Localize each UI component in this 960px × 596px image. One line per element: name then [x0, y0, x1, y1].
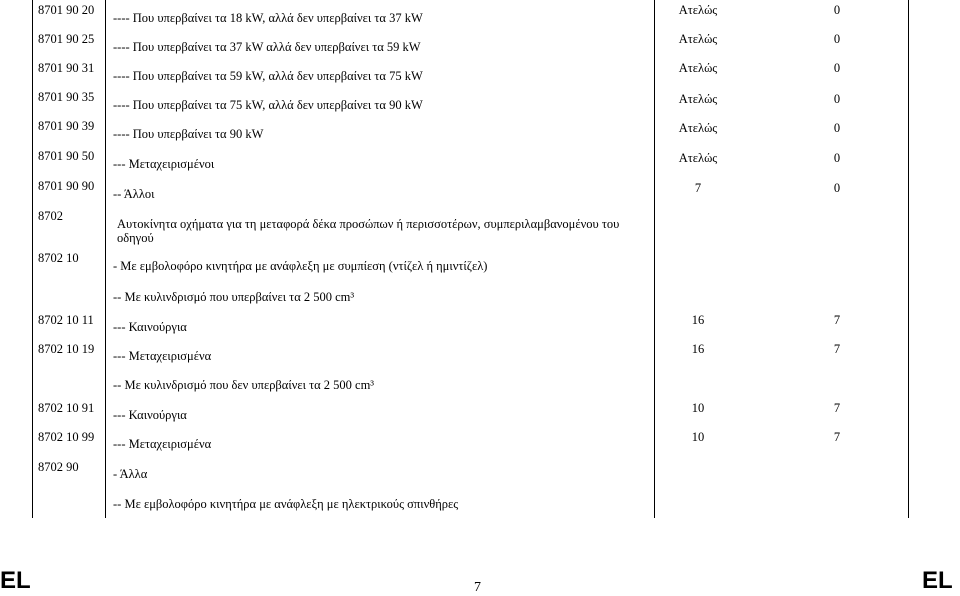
- row-description: -- Άλλοι: [113, 187, 155, 201]
- row-unit: 7: [833, 401, 841, 415]
- row-duty-rate: Ατελώς: [678, 92, 718, 106]
- row-duty-rate: 16: [691, 313, 705, 327]
- row-description: --- Καινούργια: [113, 408, 187, 422]
- row-code: 8702 10 91: [38, 401, 95, 415]
- row-code: 8702 10 11: [38, 313, 94, 327]
- footer-language-right: EL: [922, 567, 953, 594]
- row-unit: 7: [833, 342, 841, 356]
- row-unit: 7: [833, 313, 841, 327]
- row-description: ---- Που υπερβαίνει τα 59 kW, αλλά δεν υπερβαίνει τα 75 kW: [113, 69, 423, 83]
- row-code: 8701 90 50: [38, 149, 95, 163]
- row-description: -- Με εμβολοφόρο κινητήρα με ανάφλεξη με ηλεκτρικούς σπινθήρες: [113, 497, 459, 511]
- row-description: ---- Που υπερβαίνει τα 37 kW αλλά δεν υπερβαίνει τα 59 kW: [113, 40, 421, 54]
- row-unit: 0: [833, 92, 841, 106]
- row-unit: 0: [833, 32, 841, 46]
- row-duty-rate: Ατελώς: [678, 32, 718, 46]
- desc-column-rule: [654, 0, 655, 518]
- row-duty-rate: Ατελώς: [678, 151, 718, 165]
- row-duty-rate: 10: [691, 430, 705, 444]
- row-unit: 0: [833, 61, 841, 75]
- row-description: ---- Που υπερβαίνει τα 18 kW, αλλά δεν υπερβαίνει τα 37 kW: [113, 11, 423, 25]
- row-description: --- Μεταχειρισμένοι: [113, 157, 215, 171]
- row-unit: 0: [833, 121, 841, 135]
- row-code: 8701 90 20: [38, 3, 95, 17]
- code-column-rule: [105, 0, 106, 518]
- left-rule: [32, 0, 33, 518]
- row-duty-rate: Ατελώς: [678, 121, 718, 135]
- row-unit: 0: [833, 3, 841, 17]
- row-code: 8701 90 39: [38, 119, 95, 133]
- row-description: -- Με κυλινδρισμό που υπερβαίνει τα 2 500 cm³: [113, 290, 355, 304]
- row-code: 8702 10 19: [38, 342, 95, 356]
- row-code: 8702 10: [38, 251, 79, 265]
- row-unit: 7: [833, 430, 841, 444]
- row-code: 8702 90: [38, 460, 79, 474]
- row-description: Αυτοκίνητα οχήματα για τη μεταφορά δέκα προσώπων ή περισσοτέρων, συμπεριλαμβανομένου του οδηγού: [117, 217, 620, 245]
- row-duty-rate: Ατελώς: [678, 61, 718, 75]
- row-duty-rate: 16: [691, 342, 705, 356]
- row-duty-rate: 7: [694, 181, 702, 195]
- row-duty-rate: 10: [691, 401, 705, 415]
- row-description: --- Μεταχειρισμένα: [113, 437, 212, 451]
- row-description: - Με εμβολοφόρο κινητήρα με ανάφλεξη με συμπίεση (ντίζελ ή ημιντίζελ): [113, 259, 488, 273]
- row-description: ---- Που υπερβαίνει τα 75 kW, αλλά δεν υπερβαίνει τα 90 kW: [113, 98, 423, 112]
- row-code: 8701 90 90: [38, 179, 95, 193]
- row-code: 8701 90 35: [38, 90, 95, 104]
- row-duty-rate: Ατελώς: [678, 3, 718, 17]
- row-description: ---- Που υπερβαίνει τα 90 kW: [113, 127, 264, 141]
- row-code: 8701 90 25: [38, 32, 95, 46]
- footer-page-number: 7: [474, 580, 481, 595]
- row-code: 8701 90 31: [38, 61, 95, 75]
- row-code: 8702: [38, 209, 63, 223]
- right-rule: [908, 0, 909, 518]
- row-unit: 0: [833, 181, 841, 195]
- row-description: -- Με κυλινδρισμό που δεν υπερβαίνει τα 2 500 cm³: [113, 378, 375, 392]
- row-unit: 0: [833, 151, 841, 165]
- row-description: --- Καινούργια: [113, 320, 187, 334]
- footer-language-left: EL: [0, 567, 31, 594]
- row-description: --- Μεταχειρισμένα: [113, 349, 212, 363]
- row-code: 8702 10 99: [38, 430, 95, 444]
- row-description: - Άλλα: [113, 467, 148, 481]
